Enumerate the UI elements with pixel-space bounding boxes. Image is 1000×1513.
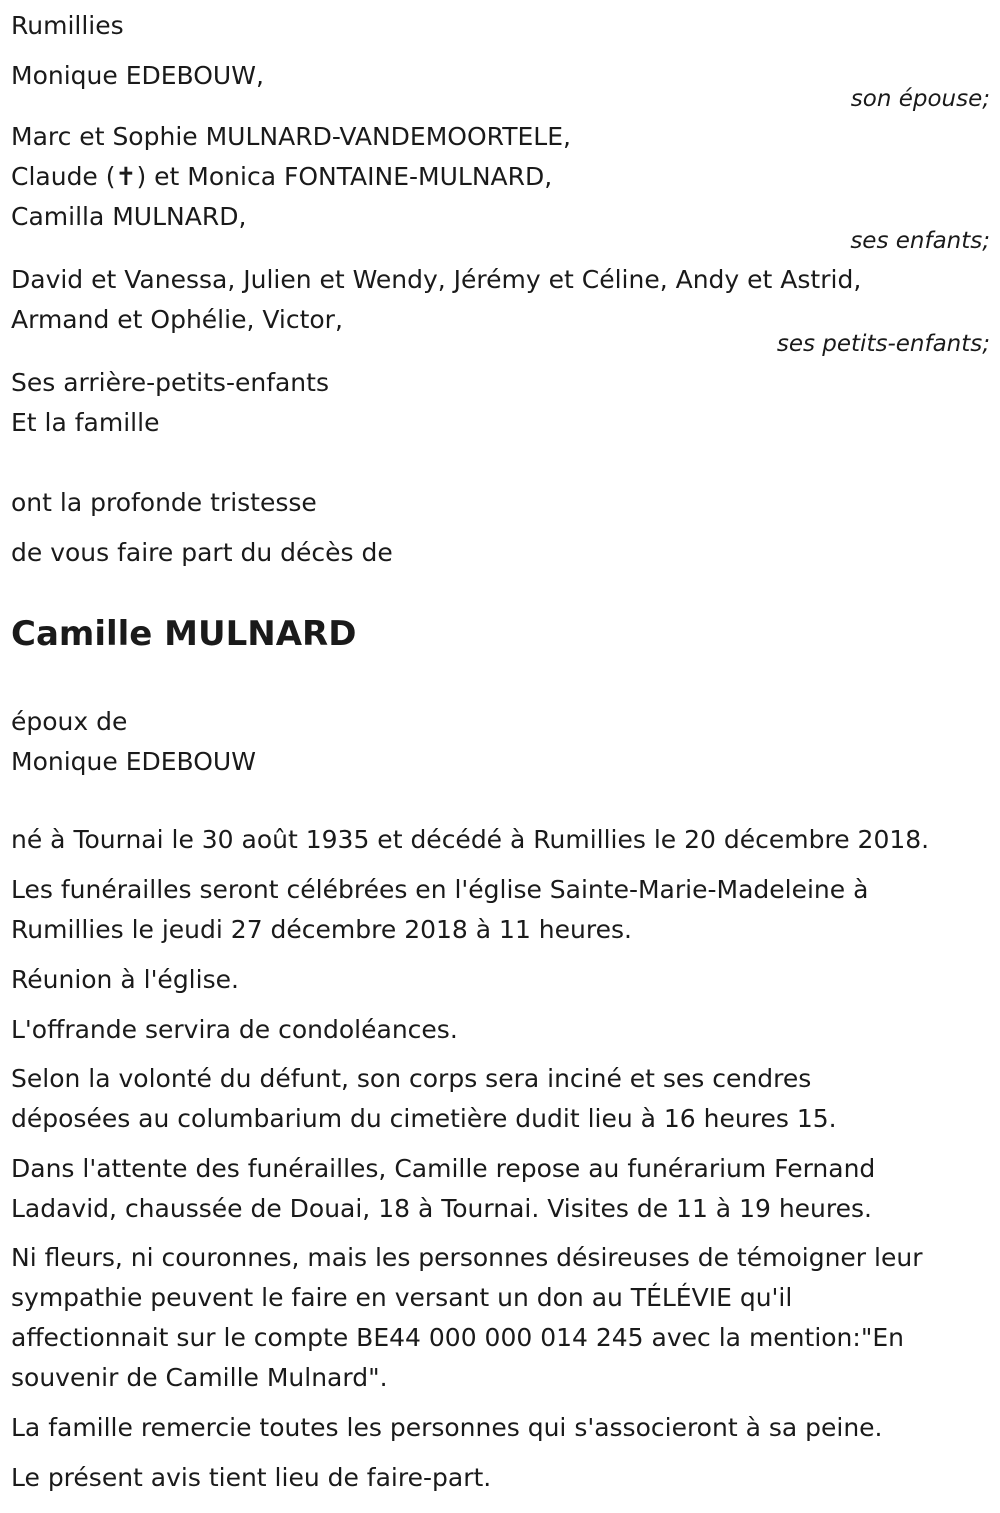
paragraph-line: Ni fleurs, ni couronnes, mais les personnes désireuses de témoigner leur: [11, 1243, 923, 1272]
deceased-name: Camille MULNARD: [11, 614, 357, 654]
paragraph-line: Réunion à l'église.: [11, 965, 239, 994]
paragraph-offering: [11, 1010, 458, 1050]
paragraph-line: Le présent avis tient lieu de faire-part.: [11, 1463, 492, 1492]
grandchildren-line-1: David et Vanessa, Julien et Wendy, Jérémy et Céline, Andy et Astrid,: [11, 265, 862, 294]
relation-line-1: époux de: [11, 707, 128, 736]
paragraph-funerarium: [11, 1149, 875, 1229]
paragraph-line: né à Tournai le 30 août 1935 et décédé à Rumillies le 20 décembre 2018.: [11, 825, 930, 854]
paragraph-birth-death: [11, 820, 929, 860]
paragraph-cremation: [11, 1059, 837, 1139]
paragraph-thanks: [11, 1408, 883, 1448]
paragraph-line: La famille remercie toutes les personnes qui s'associeront à sa peine.: [11, 1413, 883, 1442]
child-line-3: Camilla MULNARD,: [11, 202, 247, 231]
paragraph-line: déposées au columbarium du cimetière dudit lieu à 16 heures 15.: [11, 1104, 837, 1133]
paragraph-line: Les funérailles seront célébrées en l'église Sainte-Marie-Madeleine à: [11, 875, 869, 904]
relation-line-2: Monique EDEBOUW: [11, 747, 256, 776]
paragraph-line: sympathie peuvent le faire en versant un don au TÉLÉVIE qu'il: [11, 1283, 793, 1312]
paragraph-meeting: [11, 960, 239, 1000]
spouse-name: Monique EDEBOUW,: [11, 61, 264, 90]
paragraph-line: Ladavid, chaussée de Douai, 18 à Tournai. Visites de 11 à 19 heures.: [11, 1194, 872, 1223]
child-line-2: Claude (✝) et Monica FONTAINE-MULNARD,: [11, 162, 553, 191]
paragraph-donation: [11, 1238, 922, 1398]
child-line-1: Marc et Sophie MULNARD-VANDEMOORTELE,: [11, 122, 571, 151]
announcement-line-2: de vous faire part du décès de: [11, 538, 393, 567]
location-line: Rumillies: [11, 11, 124, 40]
paragraph-line: Selon la volonté du défunt, son corps sera inciné et ses cendres: [11, 1064, 812, 1093]
children-role: ses enfants;: [850, 228, 990, 254]
spouse-role: son épouse;: [850, 86, 990, 112]
paragraph-line: L'offrande servira de condoléances.: [11, 1015, 458, 1044]
family-line: Et la famille: [11, 408, 160, 437]
grandchildren-role: ses petits-enfants;: [776, 331, 990, 357]
paragraph-line: Rumillies le jeudi 27 décembre 2018 à 11 heures.: [11, 915, 632, 944]
announcement-line-1: ont la profonde tristesse: [11, 488, 317, 517]
grandchildren-line-2: Armand et Ophélie, Victor,: [11, 305, 343, 334]
paragraph-line: Dans l'attente des funérailles, Camille repose au funérarium Fernand: [11, 1154, 876, 1183]
great-grandchildren-line: Ses arrière-petits-enfants: [11, 368, 329, 397]
paragraph-line: souvenir de Camille Mulnard".: [11, 1363, 388, 1392]
paragraph-notice: [11, 1458, 491, 1498]
paragraph-funeral: [11, 870, 868, 950]
paragraph-line: affectionnait sur le compte BE44 000 000 014 245 avec la mention:"En: [11, 1323, 904, 1352]
